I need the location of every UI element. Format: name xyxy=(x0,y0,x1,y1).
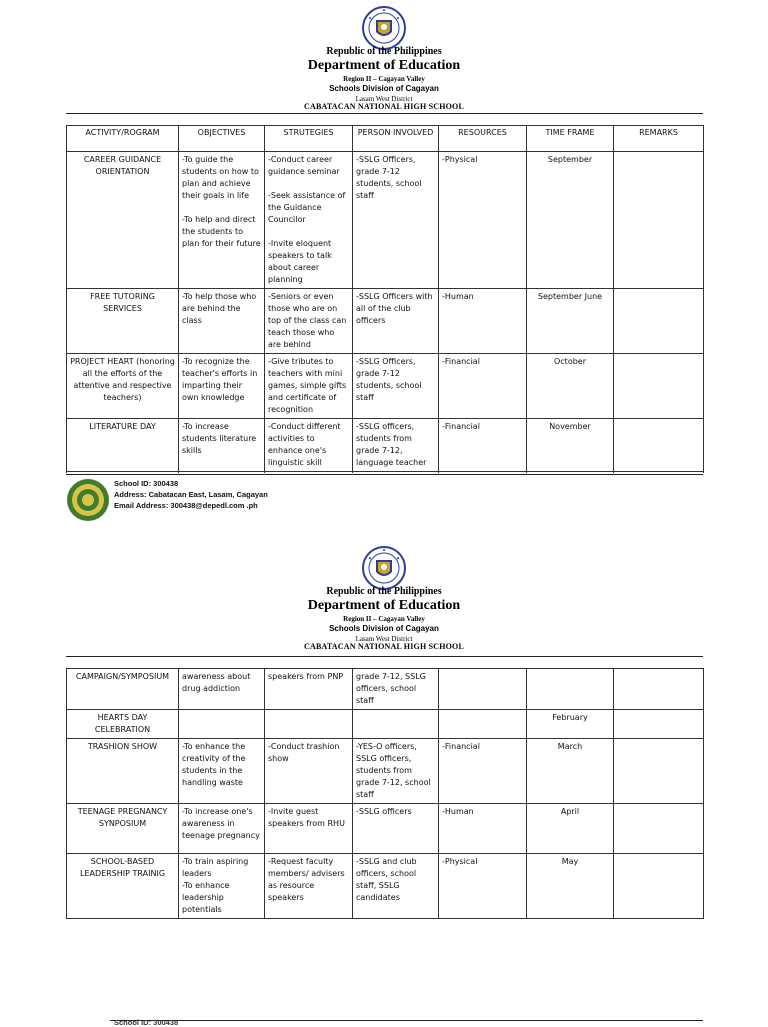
header-school: CABATACAN NATIONAL HIGH SCHOOL xyxy=(303,102,465,111)
cell-strategies: -Request faculty members/ advisers as resource speakers xyxy=(265,854,353,919)
cell-objectives xyxy=(179,472,265,474)
table-header-row xyxy=(67,126,704,152)
activity-table-page-1 xyxy=(66,125,704,473)
header-rule xyxy=(66,113,703,114)
col-header-persons: PERSON INVOLVED xyxy=(353,126,439,152)
cell-activity: CAMPAIGN/SYMPOSIUM xyxy=(67,669,179,710)
cell-persons: -YES-O officers, SSLG officers, students from grade 7-12, school staff xyxy=(353,739,439,804)
cell-objectives: -To guide the students on how to plan and achieve their goals in life -To help and direct the students to plan for their future xyxy=(179,152,265,289)
table-row xyxy=(67,804,704,854)
cell-remarks xyxy=(614,669,704,710)
cell-strategies: -Conduct trashion show xyxy=(265,739,353,804)
header-republic: Republic of the Philippines xyxy=(326,46,442,57)
next-page-footer-school-id: School ID: 300438 xyxy=(114,1018,179,1027)
table-row xyxy=(67,472,704,474)
table-clip xyxy=(66,125,706,473)
header-district: Lasam West District xyxy=(355,635,413,643)
cell-activity: TRASHION SHOW xyxy=(67,739,179,804)
footer-school-id: School ID: 300438 xyxy=(114,479,179,488)
cell-resources: -Human xyxy=(439,804,527,854)
deped-seal-icon xyxy=(362,546,406,590)
cell-resources: -Physical xyxy=(439,152,527,289)
school-logo-icon xyxy=(66,478,110,522)
cell-remarks xyxy=(614,419,704,472)
cell-objectives: -To enhance the creativity of the students in the handling waste xyxy=(179,739,265,804)
deped-seal-icon xyxy=(362,6,406,50)
cell-persons: -SSLG and club officers, school staff, SSLG candidates xyxy=(353,854,439,919)
table-row xyxy=(67,739,704,804)
table-row xyxy=(67,289,704,354)
table-row xyxy=(67,669,704,710)
cell-resources xyxy=(439,472,527,474)
cell-activity: HEARTS DAY CELEBRATION xyxy=(67,710,179,739)
cell-remarks xyxy=(614,739,704,804)
cell-time: April xyxy=(527,804,614,854)
col-header-remarks: REMARKS xyxy=(614,126,704,152)
cell-persons: -SSLG Officers, grade 7-12 students, school staff xyxy=(353,354,439,419)
cell-strategies: -Give tributes to teachers with mini games, simple gifts and certificate of recognition xyxy=(265,354,353,419)
cell-persons xyxy=(353,472,439,474)
table-row xyxy=(67,710,704,739)
cell-persons: -SSLG officers xyxy=(353,804,439,854)
cell-strategies: -Seniors or even those who are on top of the class can teach those who are behind xyxy=(265,289,353,354)
document-page-2 xyxy=(0,540,768,1024)
cell-objectives: -To recognize the teacher's efforts in imparting their own knowledge xyxy=(179,354,265,419)
col-header-resources: RESOURCES xyxy=(439,126,527,152)
header-division: Schools Division of Cagayan xyxy=(329,624,439,633)
next-page-footer-rule xyxy=(110,1020,703,1021)
cell-persons: -SSLG officers, students from grade 7-12, language teacher xyxy=(353,419,439,472)
col-header-time: TIME FRAME xyxy=(527,126,614,152)
header-district: Lasam West District xyxy=(355,95,413,103)
cell-objectives: -To increase students literature skills xyxy=(179,419,265,472)
header-school: CABATACAN NATIONAL HIGH SCHOOL xyxy=(303,642,465,651)
cell-remarks xyxy=(614,354,704,419)
cell-remarks xyxy=(614,710,704,739)
cell-activity: FREE TUTORING SERVICES xyxy=(67,289,179,354)
footer-rule xyxy=(66,474,703,475)
cell-resources: -Financial xyxy=(439,354,527,419)
cell-persons: grade 7-12, SSLG officers, school staff xyxy=(353,669,439,710)
cell-persons: -SSLG Officers with all of the club officers xyxy=(353,289,439,354)
cell-time: September June xyxy=(527,289,614,354)
cell-resources: -Financial xyxy=(439,739,527,804)
cell-strategies: speakers from PNP xyxy=(265,669,353,710)
table-row xyxy=(67,354,704,419)
cell-strategies xyxy=(265,472,353,474)
header-region: Region II – Cagayan Valley xyxy=(343,75,425,83)
table-row xyxy=(67,419,704,472)
cell-time xyxy=(527,669,614,710)
cell-remarks xyxy=(614,854,704,919)
cell-activity: PROJECT HEART (honoring all the efforts of the attentive and respective teachers) xyxy=(67,354,179,419)
header-rule xyxy=(66,656,703,657)
page-footer xyxy=(66,476,706,524)
cell-objectives xyxy=(179,710,265,739)
header-region: Region II – Cagayan Valley xyxy=(343,615,425,623)
cell-strategies: -Conduct different activities to enhance one's linguistic skill xyxy=(265,419,353,472)
cell-resources: -Financial xyxy=(439,419,527,472)
cell-objectives: -To train aspiring leaders -To enhance leadership potentials xyxy=(179,854,265,919)
header-department: Department of Education xyxy=(307,58,461,73)
cell-strategies: -Invite guest speakers from RHU xyxy=(265,804,353,854)
cell-resources: -Human xyxy=(439,289,527,354)
cell-objectives: -To help those who are behind the class xyxy=(179,289,265,354)
cell-resources: -Physical xyxy=(439,854,527,919)
cell-resources xyxy=(439,710,527,739)
cell-resources xyxy=(439,669,527,710)
cell-objectives: awareness about drug addiction xyxy=(179,669,265,710)
cell-activity: SCHOOL-BASED LEADERSHIP TRAINIG xyxy=(67,854,179,919)
cell-remarks xyxy=(614,472,704,474)
col-header-activity: ACTIVITY/ROGRAM xyxy=(67,126,179,152)
cell-activity xyxy=(67,472,179,474)
cell-time: November xyxy=(527,419,614,472)
cell-strategies: -Conduct career guidance seminar -Seek assistance of the Guidance Councilor -Invite eloquent speakers to talk about career planning xyxy=(265,152,353,289)
col-header-strategies: STRUTEGIES xyxy=(265,126,353,152)
footer-address: Address: Cabatacan East, Lasam, Cagayan xyxy=(114,490,268,499)
cell-activity: LITERATURE DAY xyxy=(67,419,179,472)
cell-persons xyxy=(353,710,439,739)
header-department: Department of Education xyxy=(307,598,461,613)
cell-activity: CAREER GUIDANCE ORIENTATION xyxy=(67,152,179,289)
cell-time: May xyxy=(527,854,614,919)
table-row xyxy=(67,854,704,919)
cell-objectives: -To increase one's awareness in teenage pregnancy xyxy=(179,804,265,854)
header-division: Schools Division of Cagayan xyxy=(329,84,439,93)
cell-activity: TEENAGE PREGNANCY SYNPOSIUM xyxy=(67,804,179,854)
footer-email: Email Address: 300438@depedl.com .ph xyxy=(114,501,258,510)
header-republic: Republic of the Philippines xyxy=(326,586,442,597)
cell-strategies xyxy=(265,710,353,739)
cell-time: February xyxy=(527,710,614,739)
cell-time: March xyxy=(527,739,614,804)
cell-remarks xyxy=(614,152,704,289)
cell-time: October xyxy=(527,354,614,419)
cell-time xyxy=(527,472,614,474)
cell-remarks xyxy=(614,804,704,854)
activity-table-page-2 xyxy=(66,668,704,919)
cell-time: September xyxy=(527,152,614,289)
table-row xyxy=(67,152,704,289)
cell-remarks xyxy=(614,289,704,354)
cell-persons: -SSLG Officers, grade 7-12 students, school staff xyxy=(353,152,439,289)
col-header-objectives: OBJECTIVES xyxy=(179,126,265,152)
